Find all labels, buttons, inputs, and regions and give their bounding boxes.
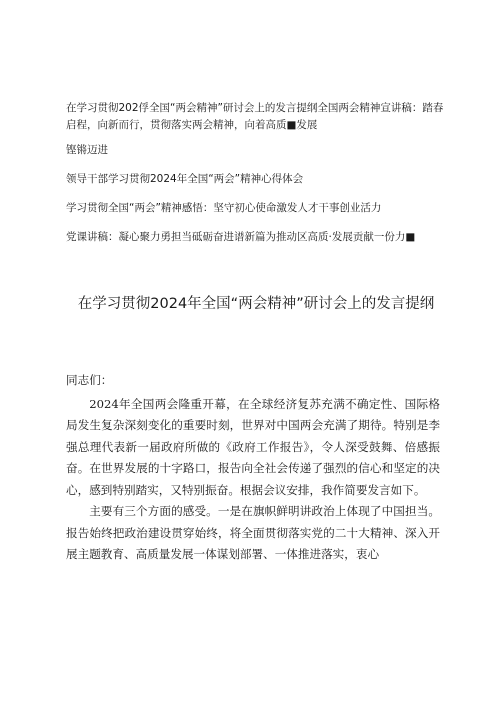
toc-item[interactable]: 学习贯彻全国“两会”精神感悟：坚守初心使命激发人才干事创业活力	[66, 202, 382, 214]
toc-item[interactable]: 党课讲稿：凝心聚力勇担当砥砺奋进谱新篇为推动区高质·发展贡献一份力■	[66, 231, 416, 243]
table-of-contents	[66, 100, 446, 258]
paragraph: 主要有三个方面的感受。一是在旗帜鲜明讲政治上体现了中国担当。报告始终把政治建设贯穿始终，将全面贯彻落实党的二十大精神、深入开展主题教育、高质量发展一体谋划部署、一体推进落实，衷心	[66, 504, 440, 561]
toc-item[interactable]: 铿锵迈进	[66, 144, 108, 156]
paragraph: 2024年全国两会隆重开幕，在全球经济复苏充满不确定性、国际格局发生复杂深刻变化的重要时刻，世界对中国两会充满了期待。特别是李强总理代表新一届政府所做的《政府工作报告》，令人深受鼓舞、倍感振奋。在世界发展的十字路口，报告向全社会传递了强烈的信心和坚定的决心，感到特别踏实，又特别振奋。根据会议安排，我作简要发言如下。	[66, 396, 440, 497]
document-title: 在学习贯彻2024年全国“两会精神”研讨会上的发言提纲	[77, 296, 435, 312]
document-body	[66, 370, 440, 566]
toc-item[interactable]: 领导干部学习贯彻2024年全国“两会”精神心得体会	[66, 173, 304, 185]
toc-item[interactable]: 在学习贯彻202俘全国“两会精神”研讨会上的发言提纲全国两会精神宣讲稿：踏春启程，向新而行，贯彻落实两会精神，向着高质■发展	[66, 102, 444, 131]
salutation: 同志们：	[66, 373, 113, 387]
